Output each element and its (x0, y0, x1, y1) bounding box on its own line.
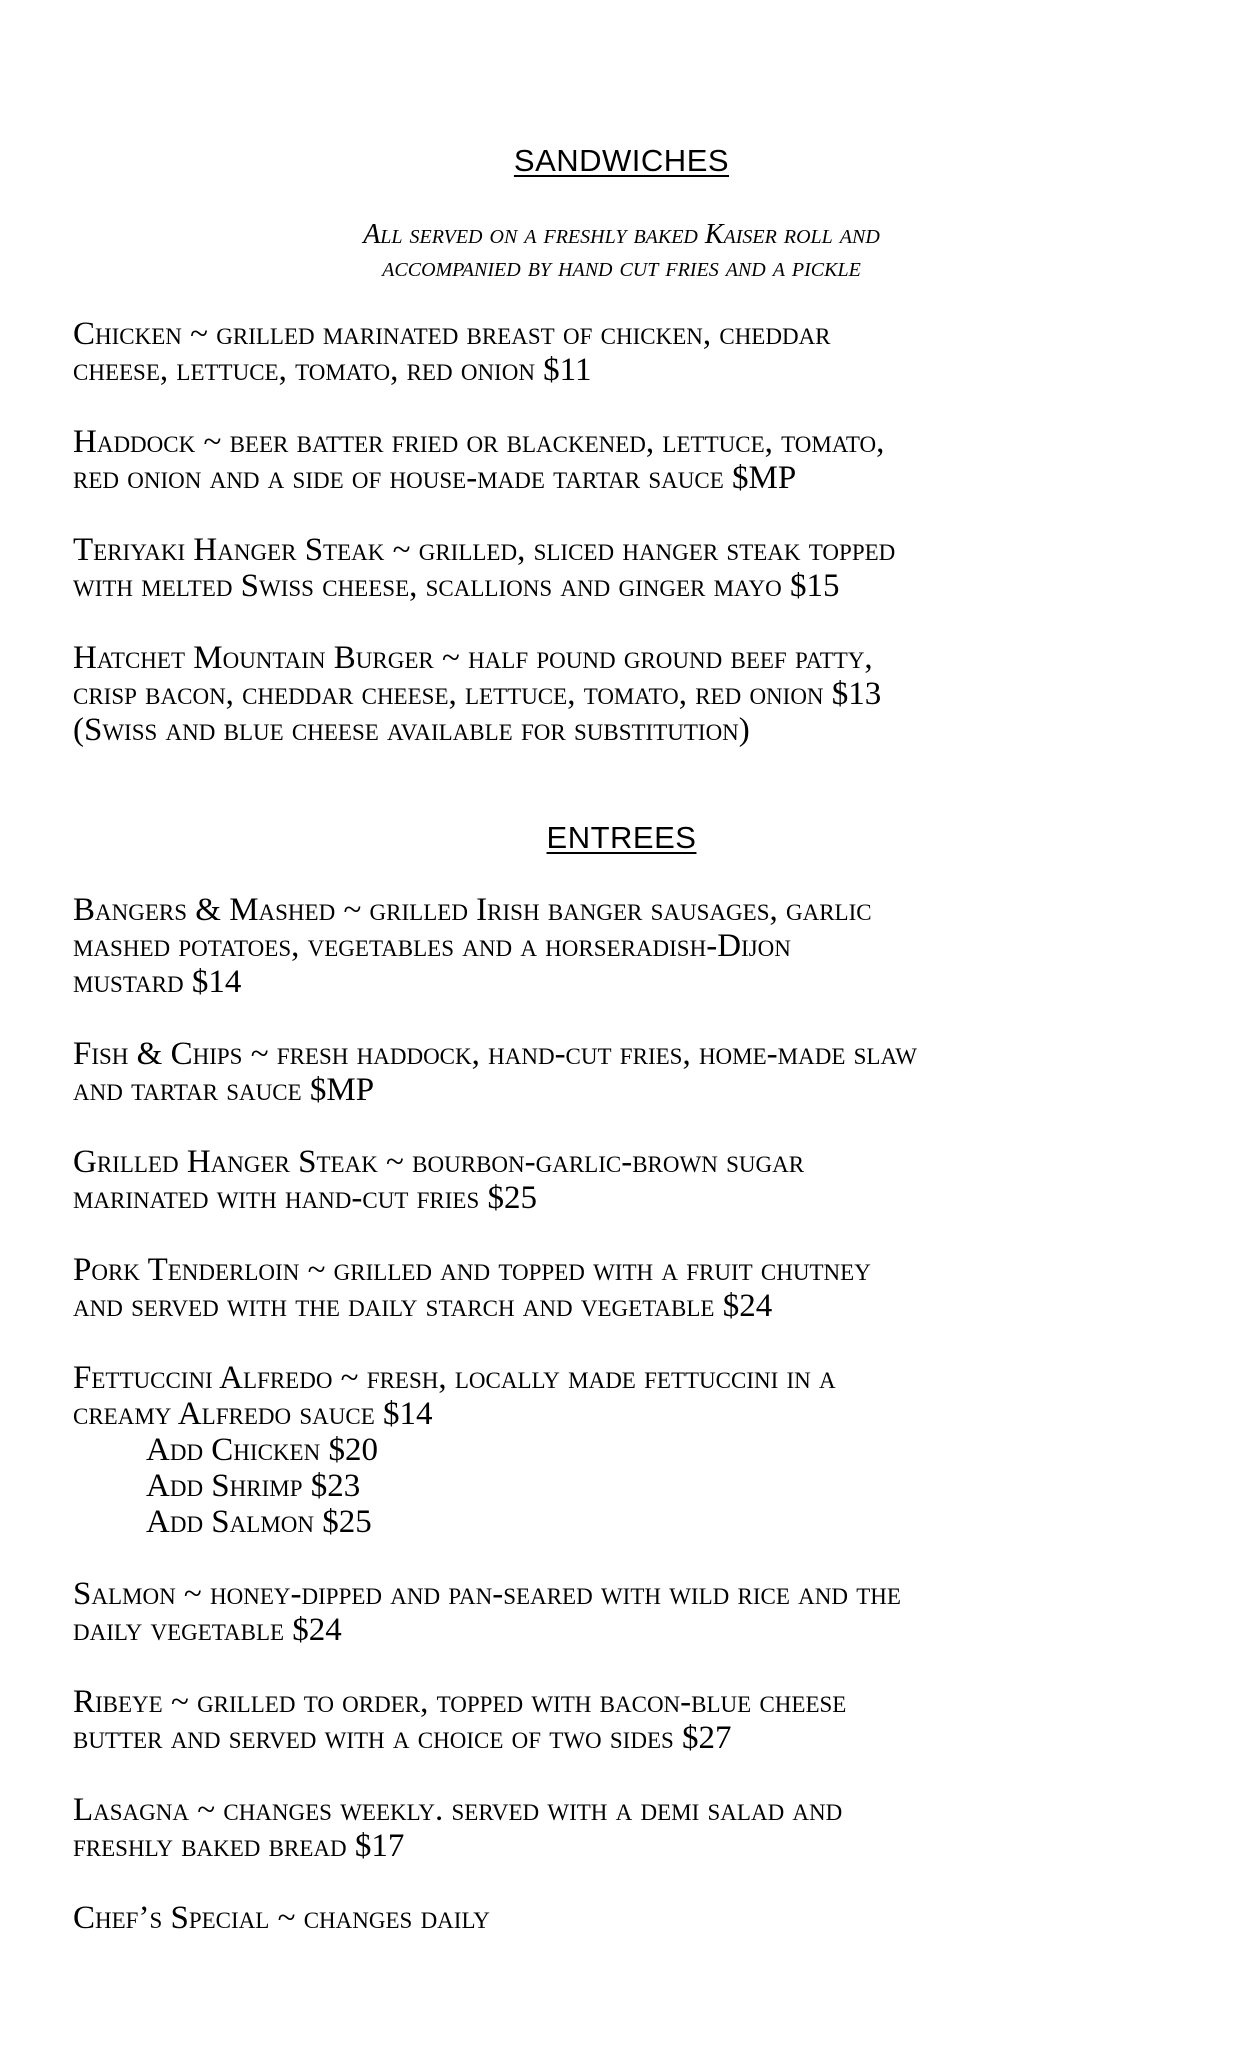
addon-chicken: Add Chicken $20 (146, 1432, 378, 1468)
item-line: freshly baked bread $17 (73, 1828, 405, 1864)
item-line: Chicken ~ grilled marinated breast of chicken, cheddar (73, 316, 831, 352)
item-line: and tartar sauce $MP (73, 1072, 375, 1108)
menu-item-lasagna (73, 1792, 1193, 1864)
item-line: butter and served with a choice of two sides $27 (73, 1720, 732, 1756)
menu-item-salmon (73, 1576, 1193, 1648)
item-line: Lasagna ~ changes weekly. served with a demi salad and (73, 1792, 843, 1828)
menu-item-hatchet-mountain-burger (73, 640, 1193, 748)
sandwiches-heading: SANDWICHES (513, 143, 730, 178)
item-line: Pork Tenderloin ~ grilled and topped with a fruit chutney (73, 1252, 871, 1288)
item-line: red onion and a side of house-made tartar sauce $MP (73, 460, 797, 496)
item-line: Ribeye ~ grilled to order, topped with bacon-blue cheese (73, 1684, 847, 1720)
item-line: Haddock ~ beer batter fried or blackened, lettuce, tomato, (73, 424, 885, 460)
item-line: with melted Swiss cheese, scallions and ginger mayo $15 (73, 568, 840, 604)
menu-item-chicken (73, 316, 1193, 388)
item-line: Fish & Chips ~ fresh haddock, hand-cut fries, home-made slaw (73, 1036, 917, 1072)
menu-item-haddock (73, 424, 1193, 496)
addon-salmon: Add Salmon $25 (146, 1504, 372, 1540)
item-line: (Swiss and blue cheese available for substitution) (73, 712, 750, 748)
menu-item-teriyaki-hanger-steak (73, 532, 1193, 604)
item-line: Bangers & Mashed ~ grilled Irish banger sausages, garlic (73, 892, 872, 928)
item-line: and served with the daily starch and vegetable $24 (73, 1288, 773, 1324)
item-line: Chef’s Special ~ changes daily (73, 1900, 490, 1936)
item-line: daily vegetable $24 (73, 1612, 342, 1648)
sandwiches-note (0, 218, 1243, 284)
item-line: cheese, lettuce, tomato, red onion $11 (73, 352, 592, 388)
addon-shrimp: Add Shrimp $23 (146, 1468, 361, 1504)
item-line: Hatchet Mountain Burger ~ half pound ground beef patty, (73, 640, 873, 676)
menu-item-pork-tenderloin (73, 1252, 1193, 1324)
item-line: Fettuccini Alfredo ~ fresh, locally made fettuccini in a (73, 1360, 836, 1396)
menu-item-bangers-mashed (73, 892, 1193, 1000)
item-line: crisp bacon, cheddar cheese, lettuce, tomato, red onion $13 (73, 676, 882, 712)
item-line: marinated with hand-cut fries $25 (73, 1180, 538, 1216)
entrees-heading: ENTREES (546, 820, 697, 855)
sandwiches-note-line: accompanied by hand cut fries and a pickle (382, 252, 861, 283)
menu-item-fish-chips (73, 1036, 1193, 1108)
menu-item-chefs-special (73, 1900, 1193, 1936)
item-line: mustard $14 (73, 964, 242, 1000)
item-line: mashed potatoes, vegetables and a horseradish-Dijon (73, 928, 791, 964)
menu-item-fettuccini-alfredo (73, 1360, 1193, 1540)
item-line: Teriyaki Hanger Steak ~ grilled, sliced hanger steak topped (73, 532, 896, 568)
menu-item-grilled-hanger-steak (73, 1144, 1193, 1216)
item-line: Grilled Hanger Steak ~ bourbon-garlic-brown sugar (73, 1144, 805, 1180)
sandwiches-note-line: All served on a freshly baked Kaiser roll and (363, 219, 880, 250)
item-line: creamy Alfredo sauce $14 (73, 1396, 433, 1432)
menu-item-ribeye (73, 1684, 1193, 1756)
item-line: Salmon ~ honey-dipped and pan-seared with wild rice and the (73, 1576, 901, 1612)
